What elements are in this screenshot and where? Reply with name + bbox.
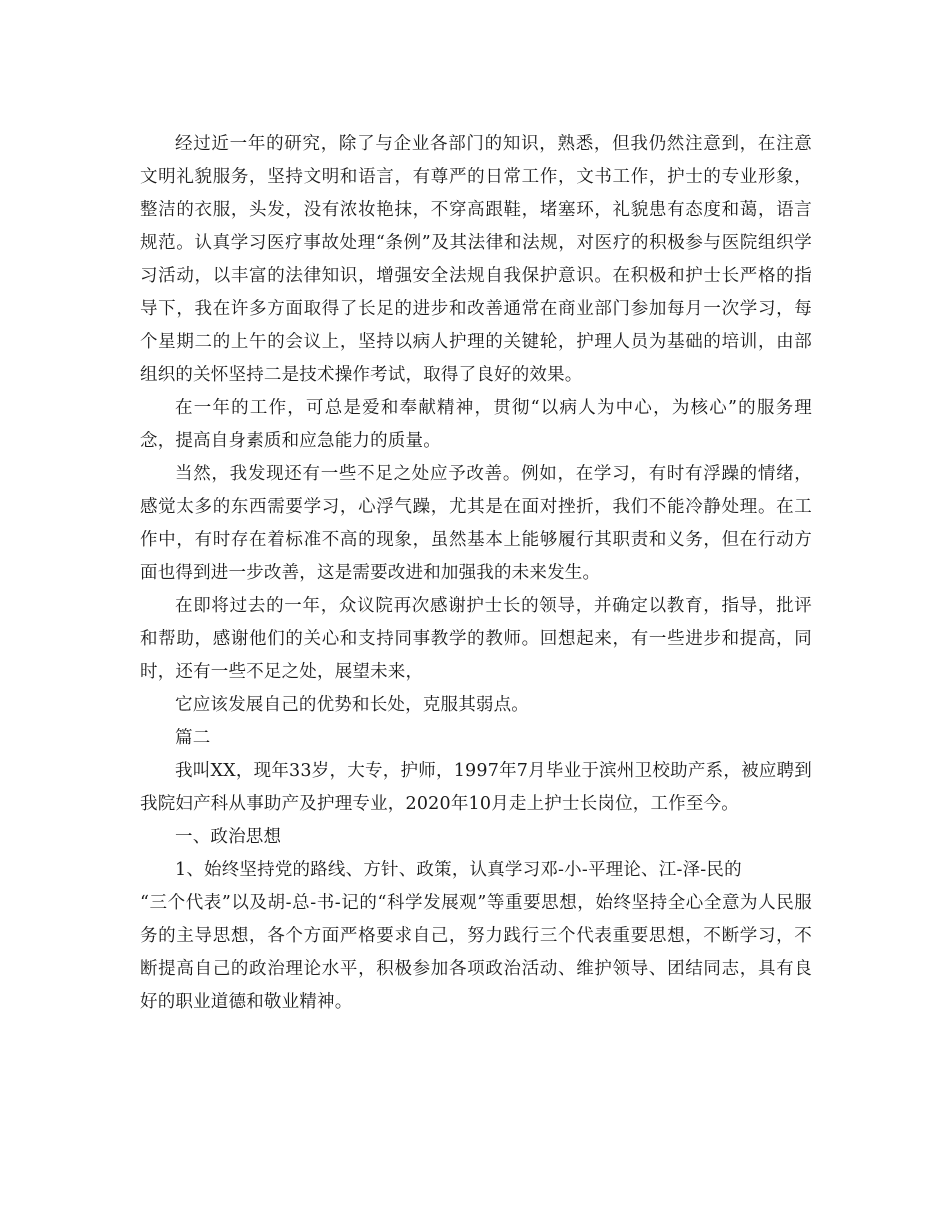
paragraph-shortcomings: 当然，我发现还有一些不足之处应予改善。例如，在学习，有时有浮躁的情绪，感觉太多的东西需要学习，心浮气躁，尤其是在面对挫折，我们不能冷静处理。在工作中，有时存在着标准不高的现象，虽然基本上能够履行其职责和义务，但在行动方面也得到进一步改善，这是需要改进和加强我的未来发生。 [140,464,812,583]
section-heading-politics: 一、政治思想 [175,827,282,847]
paragraph-introduction: 我叫XX，现年33岁，大专，护师，1997年7月毕业于滨州卫校助产系，被应聘到我院妇产科从事助产及护理专业，2020年10月走上护士长岗位，工作至今。 [140,761,812,814]
paragraph-strengths: 它应该发展自己的优势和长处，克服其弱点。 [175,695,529,715]
paragraph-thanks: 在即将过去的一年，众议院再次感谢护士长的领导，并确定以教育，指导，批评和帮助，感谢他们的关心和支持同事教学的教师。回想起来，有一些进步和提高，同时，还有一些不足之处，展望未来， [140,596,812,682]
paragraph-service-concept: 在一年的工作，可总是爱和奉献精神，贯彻“以病人为中心，为核心”的服务理念，提高自身素质和应急能力的质量。 [140,398,812,451]
paragraph-politics-continued: “三个代表”以及胡-总-书-记的“科学发展观”等重要思想，始终坚持全心全意为人民服务的主导思想，各个方面严格要求自己，努力践行三个代表重要思想，不断学习，不断提高自己的政治理论水平，积极参加各项政治活动、维护领导、团结同志，具有良好的职业道德和敬业精神。 [140,893,812,1012]
paragraph-politics-item-1: 1、始终坚持党的路线、方针、政策，认真学习邓-小-平理论、江-泽-民的 [175,860,742,880]
document-body [140,128,812,1019]
paragraph-study-review: 经过近一年的研究，除了与企业各部门的知识，熟悉，但我仍然注意到，在注意文明礼貌服务，坚持文明和语言，有尊严的日常工作，文书工作，护士的专业形象，整洁的衣服，头发，没有浓妆艳抹，不穿高跟鞋，堵塞环，礼貌患有态度和蔼，语言规范。认真学习医疗事故处理“条例”及其法律和法规，对医疗的积极参与医院组织学习活动，以丰富的法律知识，增强安全法规自我保护意识。在积极和护士长严格的指导下，我在许多方面取得了长足的进步和改善通常在商业部门参加每月一次学习，每个星期二的上午的会议上，坚持以病人护理的关键轮，护理人员为基础的培训，由部组织的关怀坚持二是技术操作考试，取得了良好的效果。 [140,134,812,385]
section-heading-part-two: 篇二 [175,728,211,748]
